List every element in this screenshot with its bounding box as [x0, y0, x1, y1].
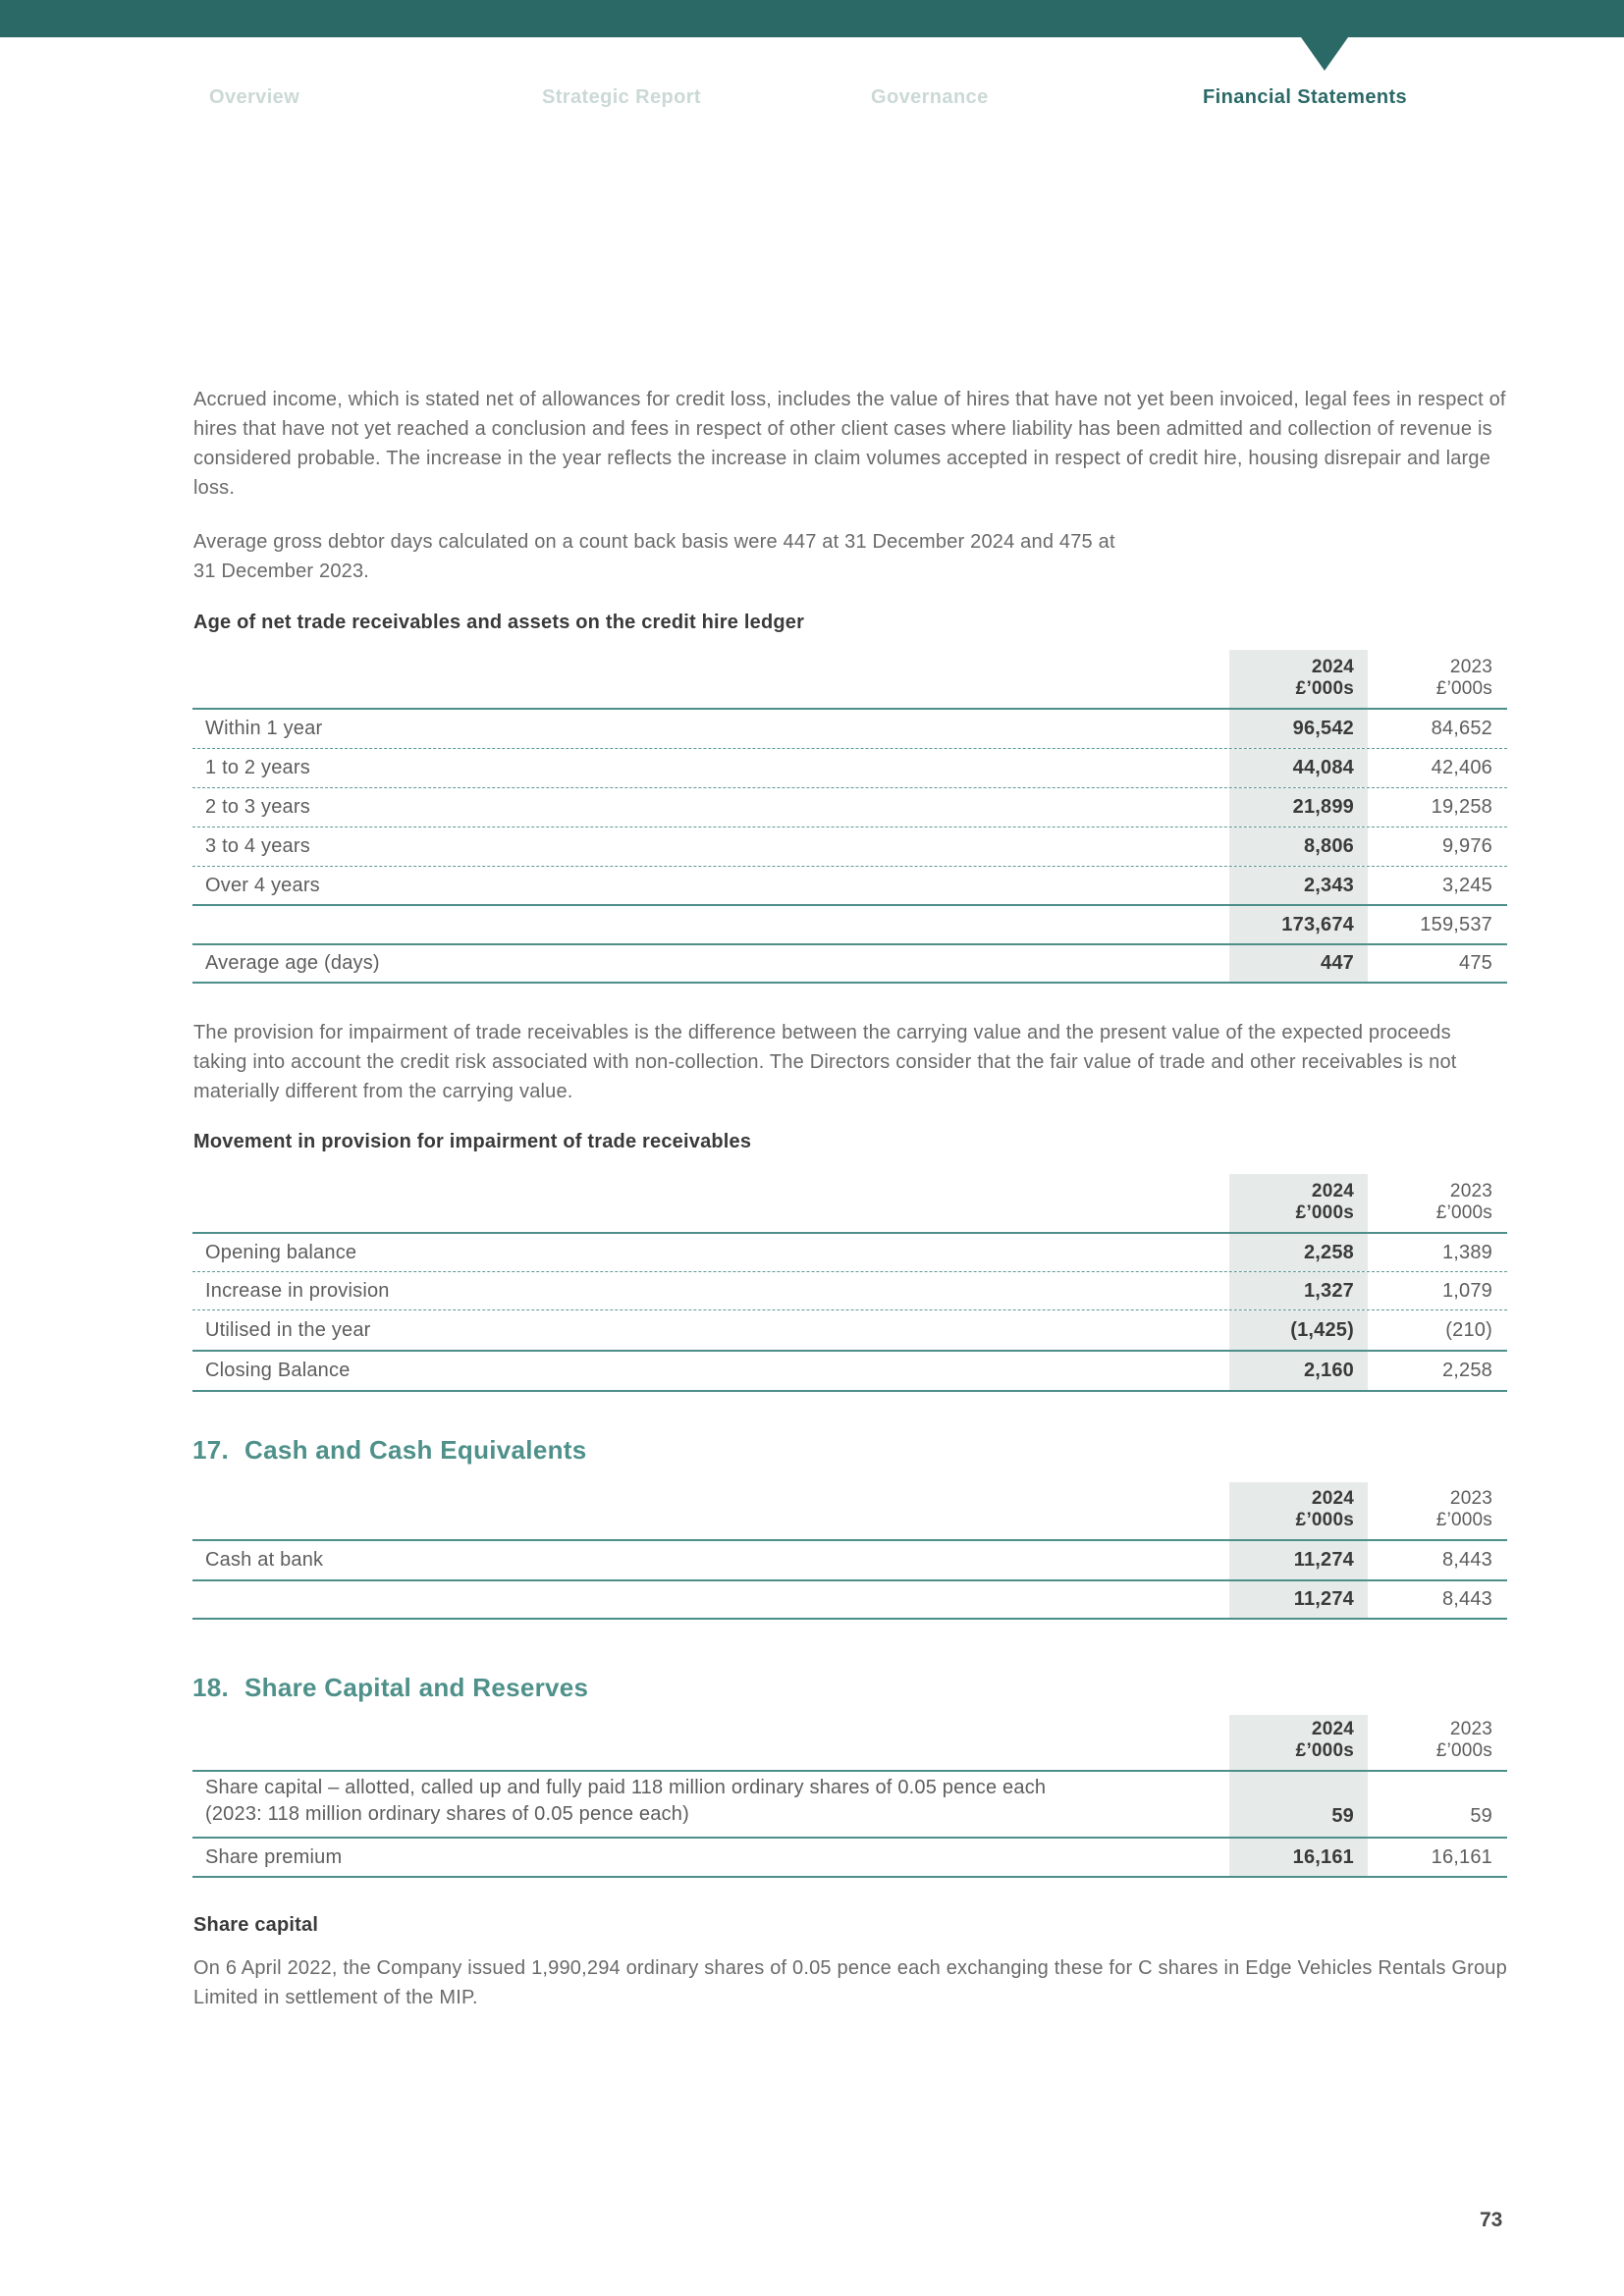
table-row-share-capital: Share capital – allotted, called up and fully paid 118 million ordinary shares of 0.05 pence each (2023: 118 million ordinary shares of 0.05 pence each) 59 59	[192, 1772, 1507, 1839]
paragraph-debtor-days-line1: Average gross debtor days calculated on a count back basis were 447 at 31 December 2024 and 475 at	[193, 531, 1115, 553]
page-number: 73	[1480, 2209, 1503, 2231]
col-header-2024: 2024 £’000s	[1229, 1482, 1368, 1539]
age-of-receivables-table	[192, 650, 1507, 984]
col-header-2024: 2024 £’000s	[1229, 1174, 1368, 1232]
heading-section-17: 17. Cash and Cash Equivalents	[192, 1435, 587, 1465]
paragraph-impairment-provision: The provision for impairment of trade receivables is the difference between the carrying value and the present value of the expected proceeds taking into account the credit risk associated with non-collection. The Directors consider that the fair value of trade and other receivables is not materially different from the carrying value.	[193, 1022, 1457, 1102]
col-header-2023: 2023 £’000s	[1435, 1719, 1492, 1761]
paragraph-debtor-days	[192, 527, 1507, 586]
nav-overview[interactable]: Overview	[209, 86, 300, 108]
table-row-total: 11,274 8,443	[192, 1581, 1507, 1620]
table-row-opening-balance: Opening balance 2,258 1,389	[192, 1234, 1507, 1272]
heading-movement-table: Movement in provision for impairment of trade receivables	[193, 1131, 752, 1152]
table-row-closing-balance: Closing Balance 2,160 2,258	[192, 1352, 1507, 1392]
heading-section-18: 18. Share Capital and Reserves	[192, 1673, 589, 1702]
col-header-2023: 2023 £’000s	[1435, 657, 1492, 699]
table-row-increase-in-provision: Increase in provision 1,327 1,079	[192, 1272, 1507, 1310]
col-header-2024: 2024 £’000s	[1229, 650, 1368, 708]
table-header-row	[192, 650, 1507, 710]
paragraph-accrued-income: Accrued income, which is stated net of allowances for credit loss, includes the value of hires that have not yet been invoiced, legal fees in respect of hires that have not yet reached a conclusion and fees in respect of other client cases where liability has been admitted and collection of revenue is considered probable. The increase in the year reflects the increase in claim volumes accepted in respect of credit hire, housing disrepair and large loss.	[193, 389, 1506, 499]
share-capital-table	[192, 1715, 1507, 1878]
table-row-utilised-in-the-year: Utilised in the year (1,425) (210)	[192, 1310, 1507, 1352]
col-header-2024: 2024 £’000s	[1229, 1715, 1368, 1770]
table-row-3-to-4-years: 3 to 4 years 8,806 9,976	[192, 828, 1507, 867]
heading-age-table: Age of net trade receivables and assets on the credit hire ledger	[193, 612, 805, 633]
nav-strategic-report[interactable]: Strategic Report	[542, 86, 701, 108]
heading-share-capital: Share capital	[193, 1914, 319, 1936]
col-header-2023: 2023 £’000s	[1435, 1488, 1492, 1530]
table-row-share-premium: Share premium 16,161 16,161	[192, 1839, 1507, 1878]
table-row-total: 173,674 159,537	[192, 906, 1507, 945]
table-row-cash-at-bank: Cash at bank 11,274 8,443	[192, 1541, 1507, 1581]
paragraph-debtor-days-line2: 31 December 2023.	[193, 561, 370, 582]
table-row-1-to-2-years: 1 to 2 years 44,084 42,406	[192, 749, 1507, 788]
table-row-over-4-years: Over 4 years 2,343 3,245	[192, 867, 1507, 906]
page-content	[192, 0, 1507, 2296]
table-header-row	[192, 1174, 1507, 1234]
table-row-within-1-year: Within 1 year 96,542 84,652	[192, 710, 1507, 749]
col-header-2023: 2023 £’000s	[1435, 1181, 1492, 1223]
table-row-average-age: Average age (days) 447 475	[192, 945, 1507, 984]
cash-and-equivalents-table	[192, 1482, 1507, 1620]
table-row-2-to-3-years: 2 to 3 years 21,899 19,258	[192, 788, 1507, 828]
table-header-row	[192, 1482, 1507, 1541]
movement-in-provision-table	[192, 1174, 1507, 1392]
nav-financial-statements[interactable]: Financial Statements	[1203, 86, 1408, 108]
table-header-row	[192, 1715, 1507, 1772]
paragraph-share-capital-note: On 6 April 2022, the Company issued 1,990,294 ordinary shares of 0.05 pence each exchanging these for C shares in Edge Vehicles Rentals Group Limited in settlement of the MIP.	[193, 1957, 1507, 2008]
nav-governance[interactable]: Governance	[871, 86, 989, 108]
